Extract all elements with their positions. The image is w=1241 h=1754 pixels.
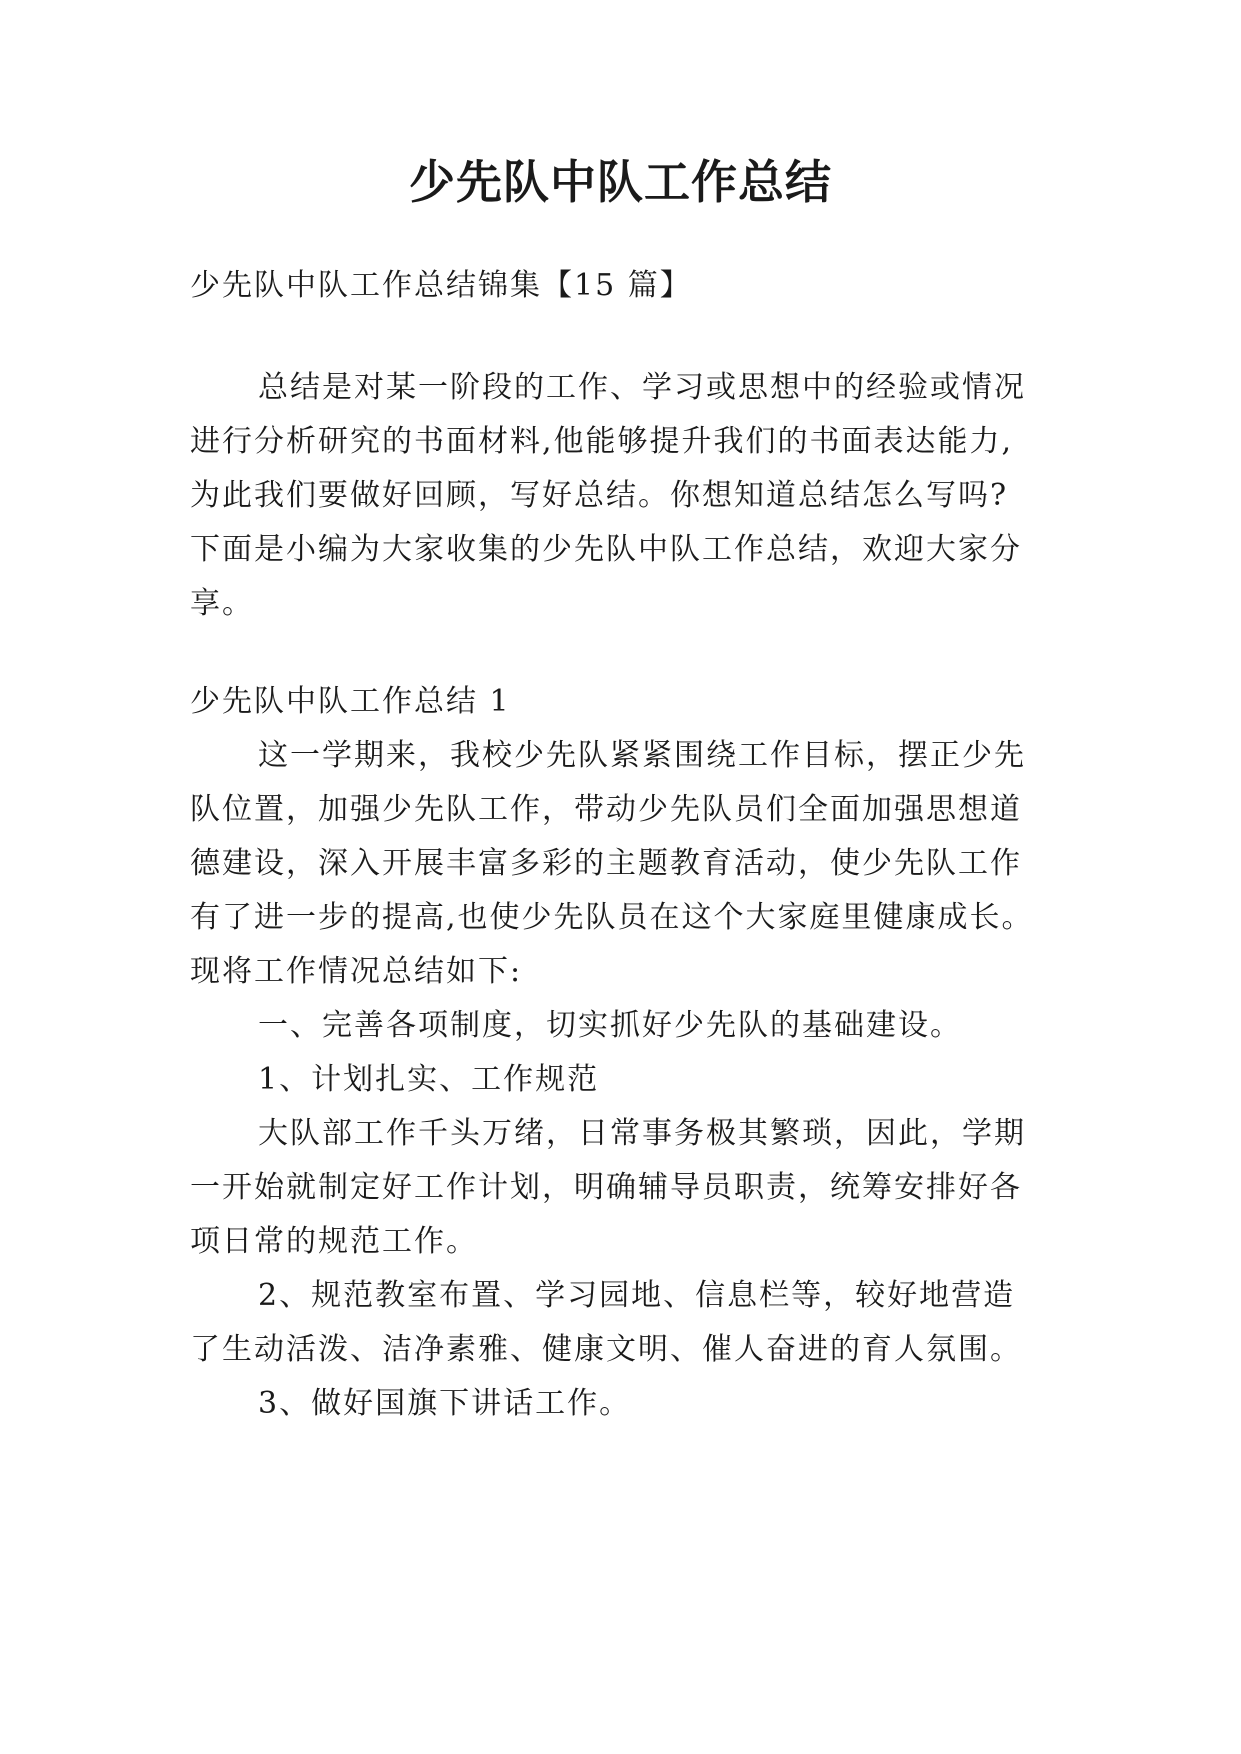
intro-line: 享。 — [190, 586, 254, 621]
body-line: 这一学期来，我校少先队紧紧围绕工作目标，摆正少先 — [258, 738, 1026, 773]
document-subtitle: 少先队中队工作总结锦集【15 篇】 — [190, 268, 692, 303]
intro-line: 进行分析研究的书面材料,他能够提升我们的书面表达能力, — [190, 424, 1014, 459]
item-heading: 3、做好国旗下讲话工作。 — [258, 1386, 632, 1421]
body-line: 队位置，加强少先队工作，带动少先队员们全面加强思想道 — [190, 792, 1022, 827]
point-heading: 一、完善各项制度，切实抓好少先队的基础建设。 — [258, 1008, 962, 1043]
body-line: 有了进一步的提高,也使少先队员在这个大家庭里健康成长。 — [190, 900, 1034, 935]
body-line: 德建设，深入开展丰富多彩的主题教育活动，使少先队工作 — [190, 846, 1022, 881]
intro-line: 下面是小编为大家收集的少先队中队工作总结，欢迎大家分 — [190, 532, 1022, 567]
document-title: 少先队中队工作总结 — [409, 155, 832, 209]
intro-line: 为此我们要做好回顾，写好总结。你想知道总结怎么写吗? — [190, 478, 1009, 513]
item-line: 2、规范教室布置、学习园地、信息栏等，较好地营造 — [258, 1278, 1016, 1313]
body-line: 大队部工作千头万绪，日常事务极其繁琐，因此，学期 — [258, 1116, 1026, 1151]
body-line: 一开始就制定好工作计划，明确辅导员职责，统筹安排好各 — [190, 1170, 1022, 1205]
body-line: 项日常的规范工作。 — [190, 1224, 478, 1259]
intro-line: 总结是对某一阶段的工作、学习或思想中的经验或情况 — [258, 370, 1026, 405]
section-heading: 少先队中队工作总结 1 — [190, 684, 511, 719]
item-heading: 1、计划扎实、工作规范 — [258, 1062, 600, 1097]
item-line: 了生动活泼、洁净素雅、健康文明、催人奋进的育人氛围。 — [190, 1332, 1022, 1367]
body-line: 现将工作情况总结如下: — [190, 954, 523, 989]
